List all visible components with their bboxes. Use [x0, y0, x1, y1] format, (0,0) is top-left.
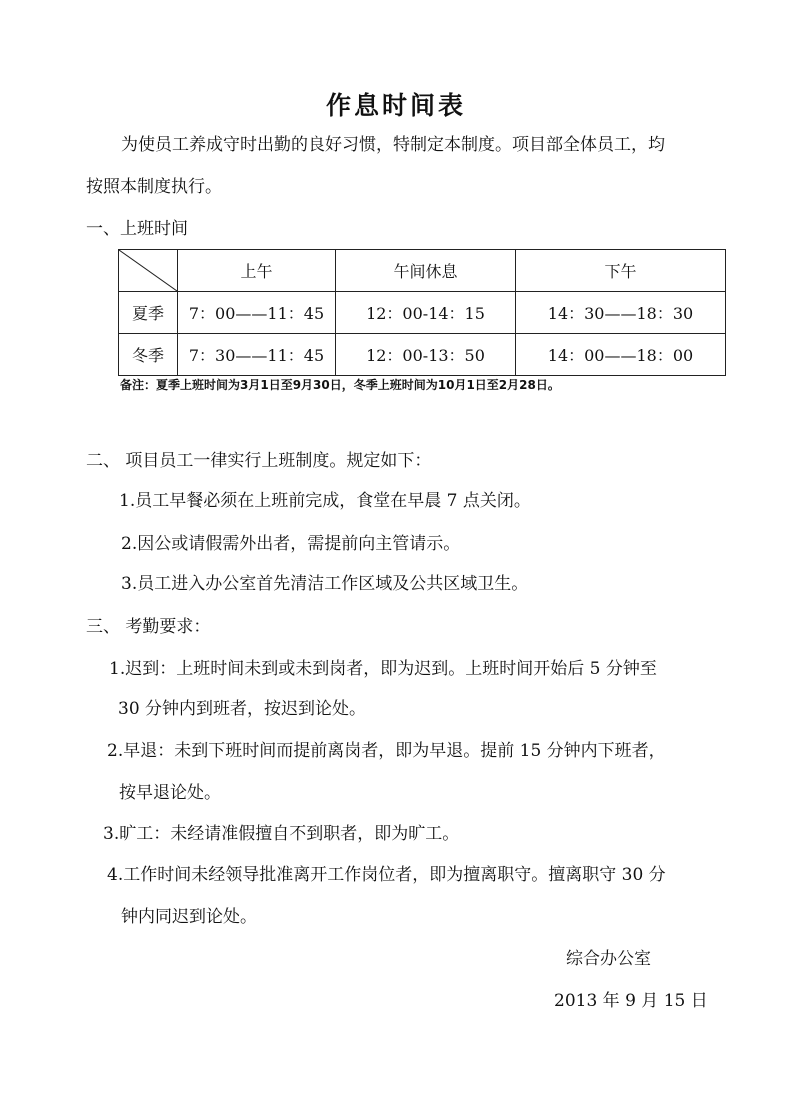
- section-3-item-4-line-2: 钟内同迟到论处。: [121, 907, 257, 927]
- header-break: 午间休息: [336, 250, 516, 292]
- signature-department: 综合办公室: [566, 949, 651, 969]
- signature-date: 2013 年 9 月 15 日: [554, 991, 708, 1011]
- afternoon-cell: 14：00——18：00: [516, 334, 726, 376]
- intro-line-2: 按照本制度执行。: [86, 177, 222, 197]
- table-row-winter: [119, 334, 726, 376]
- section-2-heading: 二、 项目员工一律实行上班制度。规定如下：: [86, 451, 432, 471]
- intro-line-1: 为使员工养成守时出勤的良好习惯，特制定本制度。项目部全体员工，均: [121, 135, 665, 155]
- diagonal-line: [119, 250, 177, 291]
- section-2-item-2: 2.因公或请假需外出者，需提前向主管请示。: [121, 534, 461, 554]
- section-1-heading: 一、上班时间: [86, 219, 188, 239]
- afternoon-cell: 14：30——18：30: [516, 292, 726, 334]
- section-3-item-2-line-1: 2.早退：未到下班时间而提前离岗者，即为早退。提前 15 分钟内下班者，: [107, 741, 666, 761]
- section-3-item-1-line-1: 1.迟到：上班时间未到或未到岗者，即为迟到。上班时间开始后 5 分钟至: [109, 659, 657, 679]
- break-cell: 12：00-13：50: [336, 334, 516, 376]
- table-row-summer: [119, 292, 726, 334]
- section-3-item-1-line-2: 30 分钟内到班者，按迟到论处。: [118, 699, 367, 719]
- morning-cell: 7：30——11：45: [178, 334, 336, 376]
- section-3-item-3: 3.旷工：未经请准假擅自不到职者，即为旷工。: [103, 824, 460, 844]
- section-2-item-3: 3.员工进入办公室首先清洁工作区域及公共区域卫生。: [121, 574, 529, 594]
- schedule-note: 备注：夏季上班时间为3月1日至9月30日，冬季上班时间为10月1日至2月28日。: [120, 378, 560, 392]
- section-3-item-2-line-2: 按早退论处。: [119, 783, 221, 803]
- header-morning: 上午: [178, 250, 336, 292]
- section-2-item-1: 1.员工早餐必须在上班前完成，食堂在早晨 7 点关闭。: [119, 491, 531, 511]
- page-title: 作息时间表: [325, 91, 466, 120]
- section-3-item-4-line-1: 4.工作时间未经领导批准离开工作岗位者，即为擅离职守。擅离职守 30 分: [107, 865, 666, 885]
- diagonal-header-cell: [119, 250, 178, 292]
- section-3-heading: 三、 考勤要求：: [86, 617, 211, 637]
- morning-cell: 7：00——11：45: [178, 292, 336, 334]
- table-header-row: [119, 250, 726, 292]
- header-afternoon: 下午: [516, 250, 726, 292]
- schedule-table: [118, 249, 726, 376]
- break-cell: 12：00-14：15: [336, 292, 516, 334]
- season-cell: 夏季: [119, 292, 178, 334]
- season-cell: 冬季: [119, 334, 178, 376]
